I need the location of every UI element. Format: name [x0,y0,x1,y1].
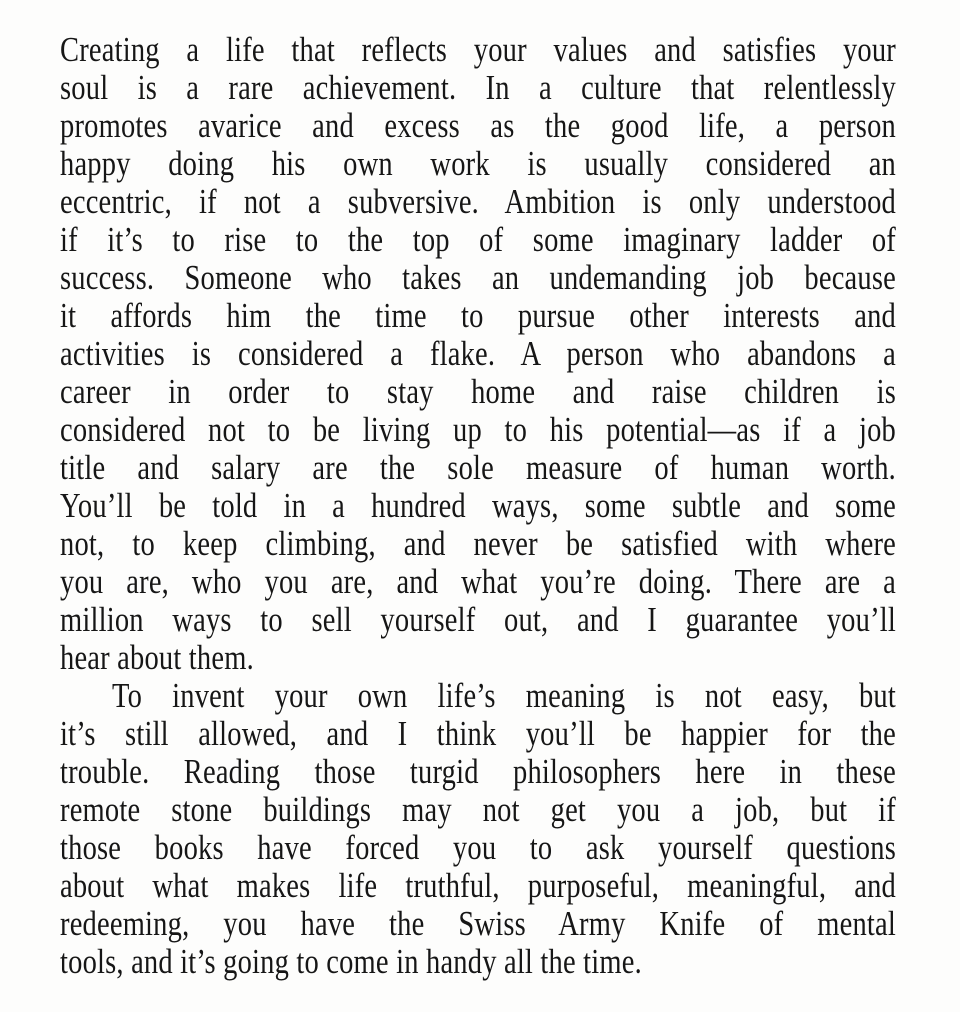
text-line: To invent your own life’s meaning is not easy, but [112,677,896,716]
text-block [60,32,896,982]
text-line: tools, and it’s going to come in handy all the time. [60,943,642,982]
text-line: title and salary are the sole measure of human worth. [60,449,896,488]
text-line: considered not to be living up to his potential—as if a job [60,411,896,450]
text-line: trouble. Reading those turgid philosophers here in these [60,753,896,792]
text-line: eccentric, if not a subversive. Ambition is only understood [60,183,896,222]
text-line: it affords him the time to pursue other interests and [60,297,896,336]
text-line: you are, who you are, and what you’re doing. There are a [60,563,896,602]
text-line: if it’s to rise to the top of some imaginary ladder of [60,221,896,260]
paragraph-2 [60,678,896,982]
text-line: million ways to sell yourself out, and I guarantee you’ll [60,601,896,640]
text-line: remote stone buildings may not get you a job, but if [60,791,896,830]
text-line: happy doing his own work is usually considered an [60,145,896,184]
text-line: You’ll be told in a hundred ways, some subtle and some [60,487,896,526]
text-line: promotes avarice and excess as the good life, a person [60,107,896,146]
text-line: career in order to stay home and raise children is [60,373,896,412]
text-line: it’s still allowed, and I think you’ll be happier for the [60,715,896,754]
paragraph-1 [60,32,896,678]
text-line: not, to keep climbing, and never be satisfied with where [60,525,896,564]
text-line: success. Someone who takes an undemanding job because [60,259,896,298]
text-line: about what makes life truthful, purposeful, meaningful, and [60,867,896,906]
text-line: activities is considered a flake. A person who abandons a [60,335,896,374]
text-line: hear about them. [60,639,254,678]
text-line: redeeming, you have the Swiss Army Knife of mental [60,905,896,944]
text-line: Creating a life that reflects your values and satisfies your [60,31,896,70]
text-line: those books have forced you to ask yourself questions [60,829,896,868]
text-line: soul is a rare achievement. In a culture that relentlessly [60,69,896,108]
